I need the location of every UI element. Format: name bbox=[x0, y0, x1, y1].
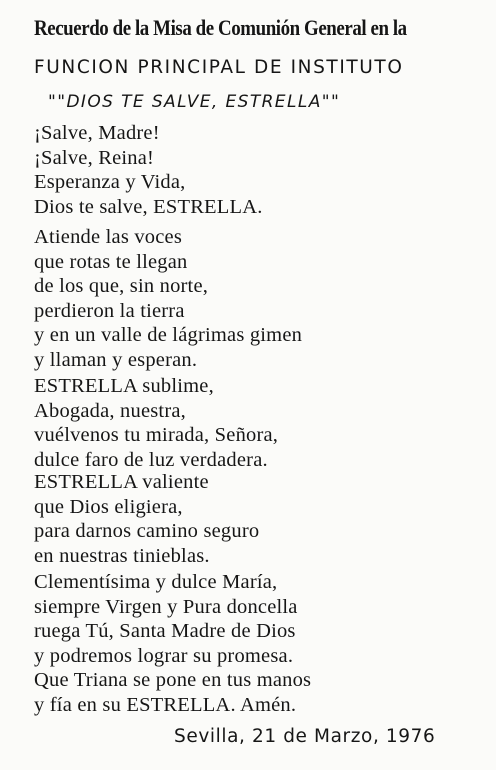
poem-line: ESTRELLA sublime, bbox=[34, 375, 214, 397]
poem-line: dulce faro de luz verdadera. bbox=[34, 448, 268, 471]
poem-line: que Dios eligiera, bbox=[34, 495, 183, 518]
poem-line: y podremos lograr su promesa. bbox=[34, 644, 294, 667]
poem-line: y en un valle de lágrimas gimen bbox=[34, 324, 303, 347]
poem-line: ¡Salve, Madre! bbox=[34, 122, 160, 144]
poem-line: de los que, sin norte, bbox=[34, 275, 209, 298]
poem-line: ruega Tú, Santa Madre de Dios bbox=[34, 620, 296, 643]
poem-line: Atiende las voces bbox=[34, 226, 182, 248]
stanza-1 bbox=[34, 121, 263, 219]
poem-line: que rotas te llegan bbox=[34, 250, 188, 273]
poem-title: ""DIOS TE SALVE, ESTRELLA"" bbox=[48, 92, 341, 112]
poem-line: siempre Virgen y Pura doncella bbox=[34, 595, 298, 618]
poem-line: Clementísima y dulce María, bbox=[34, 571, 278, 593]
stanza-4 bbox=[34, 470, 259, 568]
header-title: Recuerdo de la Misa de Comunión General en la bbox=[34, 15, 407, 40]
poem-line: Dios te salve, ESTRELLA. bbox=[34, 195, 263, 218]
stanza-2 bbox=[34, 225, 302, 373]
poem-line: Esperanza y Vida, bbox=[34, 171, 186, 194]
stanza-3 bbox=[34, 374, 278, 472]
place-date-signature: Sevilla, 21 de Marzo, 1976 bbox=[174, 726, 436, 747]
poem-line: Que Triana se pone en tus manos bbox=[34, 669, 312, 692]
header-subtitle: FUNCION PRINCIPAL DE INSTITUTO bbox=[34, 57, 404, 78]
poem-line: ESTRELLA valiente bbox=[34, 471, 209, 493]
poem-line: ¡Salve, Reina! bbox=[34, 146, 155, 169]
poem-line: perdieron la tierra bbox=[34, 299, 185, 322]
stanza-5 bbox=[34, 570, 311, 718]
poem-line: en nuestras tinieblas. bbox=[34, 544, 210, 567]
poem-line: y llaman y esperan. bbox=[34, 348, 198, 371]
poem-line: Abogada, nuestra, bbox=[34, 399, 186, 422]
poem-line: y fía en su ESTRELLA. Amén. bbox=[34, 693, 297, 716]
poem-line: para darnos camino seguro bbox=[34, 520, 260, 543]
poem-line: vuélvenos tu mirada, Señora, bbox=[34, 424, 279, 447]
